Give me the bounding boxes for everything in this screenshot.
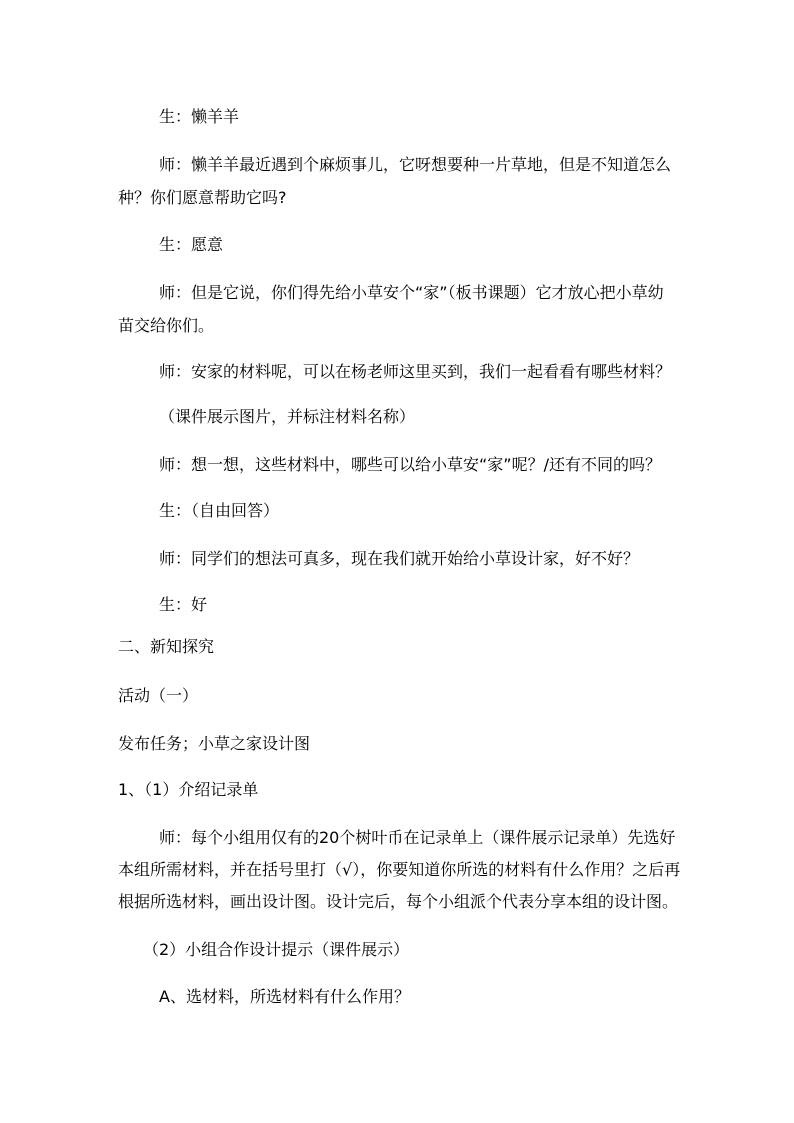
- paragraph-teacher-start-design: 师：同学们的想法可真多，现在我们就开始给小草设计家，好不好？: [159, 549, 640, 568]
- paragraph-teacher-home-line1: 师：但是它说，你们得先给小草安个“家”（板书课题）它才放心把小草幼: [159, 283, 664, 302]
- paragraph-teacher-instructions-line1: 师：每个小组用仅有的20个树叶币在记录单上（课件展示记录单）先选好: [159, 828, 676, 847]
- paragraph-teacher-think: 师：想一想，这些材料中，哪些可以给小草安“家”呢？/还有不同的吗？: [159, 455, 661, 474]
- tip-choose-materials: A、选材料，所选材料有什么作用？: [159, 987, 410, 1006]
- paragraph-teacher-instructions-line2: 本组所需材料，并在括号里打（√），你要知道你所选的材料有什么作用？之后再: [118, 860, 681, 879]
- paragraph-teacher-problem-line1: 师：懒羊羊最近遇到个麻烦事儿，它呀想要种一片草地，但是不知道怎么: [159, 155, 672, 174]
- paragraph-teacher-instructions-line3: 根据所选材料，画出设计图。设计完后，每个小组派个代表分享本组的设计图。: [118, 892, 679, 911]
- step-heading-group-tips: （2）小组合作设计提示（课件展示）: [143, 940, 410, 959]
- paragraph-courseware-note: （课件展示图片，并标注材料名称）: [159, 407, 416, 426]
- paragraph-teacher-materials: 师：安家的材料呢，可以在杨老师这里买到，我们一起看看有哪些材料？: [159, 362, 672, 381]
- paragraph-student-ok: 生：好: [159, 595, 208, 614]
- paragraph-teacher-home-line2: 苗交给你们。: [118, 316, 215, 335]
- task-heading: 发布任务；小草之家设计图: [118, 734, 311, 753]
- paragraph-student-free-answer: 生：（自由回答）: [159, 501, 280, 520]
- step-heading-record-sheet: 1、（1）介绍记录单: [118, 780, 259, 799]
- section-heading-new-knowledge: 二、新知探究: [118, 637, 215, 656]
- paragraph-teacher-problem-line2: 种？你们愿意帮助它吗?: [118, 188, 287, 207]
- paragraph-student-willing: 生：愿意: [159, 235, 224, 254]
- activity-heading: 活动（一）: [118, 686, 199, 705]
- paragraph-student-lazy-sheep: 生：懒羊羊: [159, 107, 240, 126]
